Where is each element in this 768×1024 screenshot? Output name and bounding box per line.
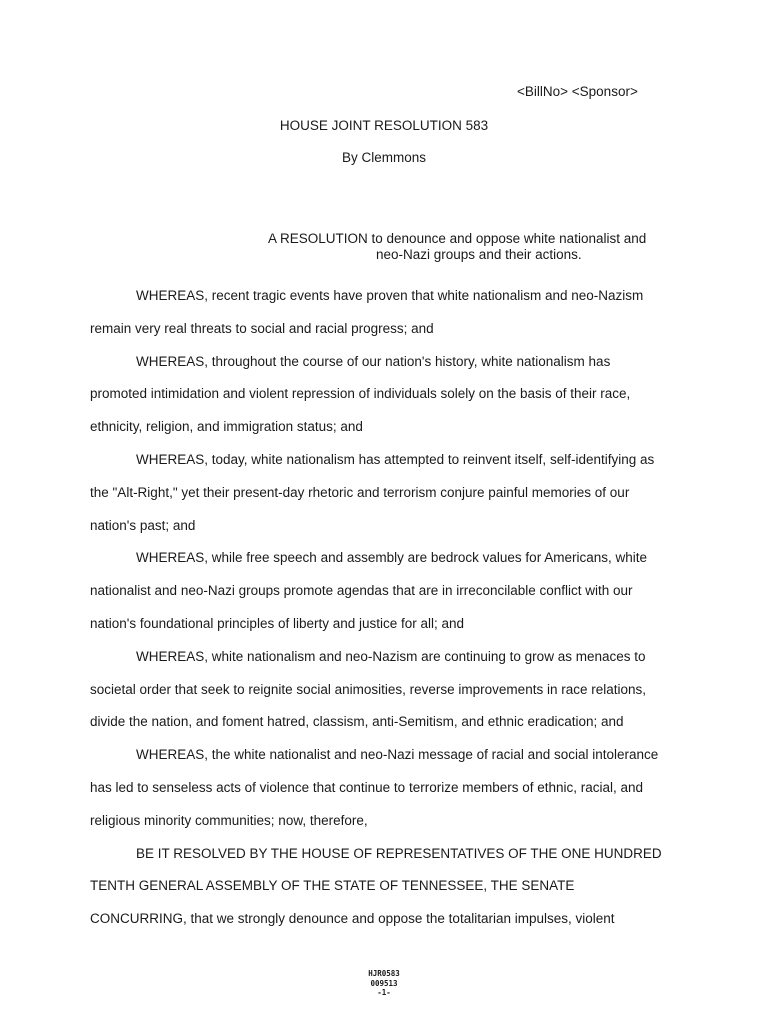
body-line: remain very real threats to social and racial progress; and bbox=[90, 320, 434, 336]
caption-line: A RESOLUTION to denounce and oppose white nationalist and bbox=[268, 231, 647, 246]
body-line: WHEREAS, throughout the course of our nation's history, white nationalism has bbox=[136, 353, 611, 369]
body-line: WHEREAS, recent tragic events have proven that white nationalism and neo-Nazism bbox=[136, 288, 644, 303]
body-line: CONCURRING, that we strongly denounce and oppose the totalitarian impulses, violent bbox=[90, 911, 615, 927]
bill-sponsor-tag: <BillNo> <Sponsor> bbox=[517, 84, 638, 99]
body-line: WHEREAS, white nationalism and neo-Nazism are continuing to grow as menaces to bbox=[136, 648, 646, 664]
body-line: religious minority communities; now, therefore, bbox=[90, 812, 368, 828]
sponsor-line: By Clemmons bbox=[341, 150, 427, 165]
body-line: societal order that seek to reignite social animosities, reverse improvements in race relations, bbox=[90, 681, 646, 697]
body-line: divide the nation, and foment hatred, classism, anti-Semitism, and ethnic eradication; and bbox=[90, 714, 624, 730]
body-line: TENTH GENERAL ASSEMBLY OF THE STATE OF TENNESSEE, THE SENATE bbox=[90, 878, 575, 894]
resolution-body bbox=[90, 280, 690, 936]
body-line: WHEREAS, the white nationalist and neo-Nazi message of racial and social intolerance bbox=[136, 747, 659, 763]
body-line: ethnicity, religion, and immigration status; and bbox=[90, 419, 363, 435]
body-line: WHEREAS, today, white nationalism has attempted to reinvent itself, self-identifying as bbox=[136, 451, 655, 467]
body-line: nation's foundational principles of liberty and justice for all; and bbox=[90, 615, 465, 631]
body-line: WHEREAS, while free speech and assembly are bedrock values for Americans, white bbox=[136, 550, 647, 566]
body-line: nation's past; and bbox=[90, 517, 196, 533]
resolution-caption bbox=[268, 231, 668, 263]
body-line: BE IT RESOLVED BY THE HOUSE OF REPRESENTATIVES OF THE ONE HUNDRED bbox=[136, 845, 662, 861]
body-line: nationalist and neo-Nazi groups promote agendas that are in irreconcilable conflict with our bbox=[90, 583, 633, 599]
caption-line: neo-Nazi groups and their actions. bbox=[376, 247, 582, 262]
footer-bill-code: HJR0583 bbox=[368, 969, 400, 978]
page-number: -1- bbox=[377, 988, 391, 997]
footer-doc-number: 009513 bbox=[370, 978, 398, 988]
page-footer bbox=[0, 969, 768, 998]
body-line: promoted intimidation and violent repression of individuals solely on the basis of their race, bbox=[90, 386, 631, 402]
body-line: has led to senseless acts of violence that continue to terrorize members of ethnic, racial, and bbox=[90, 779, 644, 795]
resolution-title: HOUSE JOINT RESOLUTION 583 bbox=[279, 118, 489, 133]
body-line: the "Alt-Right," yet their present-day rhetoric and terrorism conjure painful memories of our bbox=[90, 484, 630, 500]
